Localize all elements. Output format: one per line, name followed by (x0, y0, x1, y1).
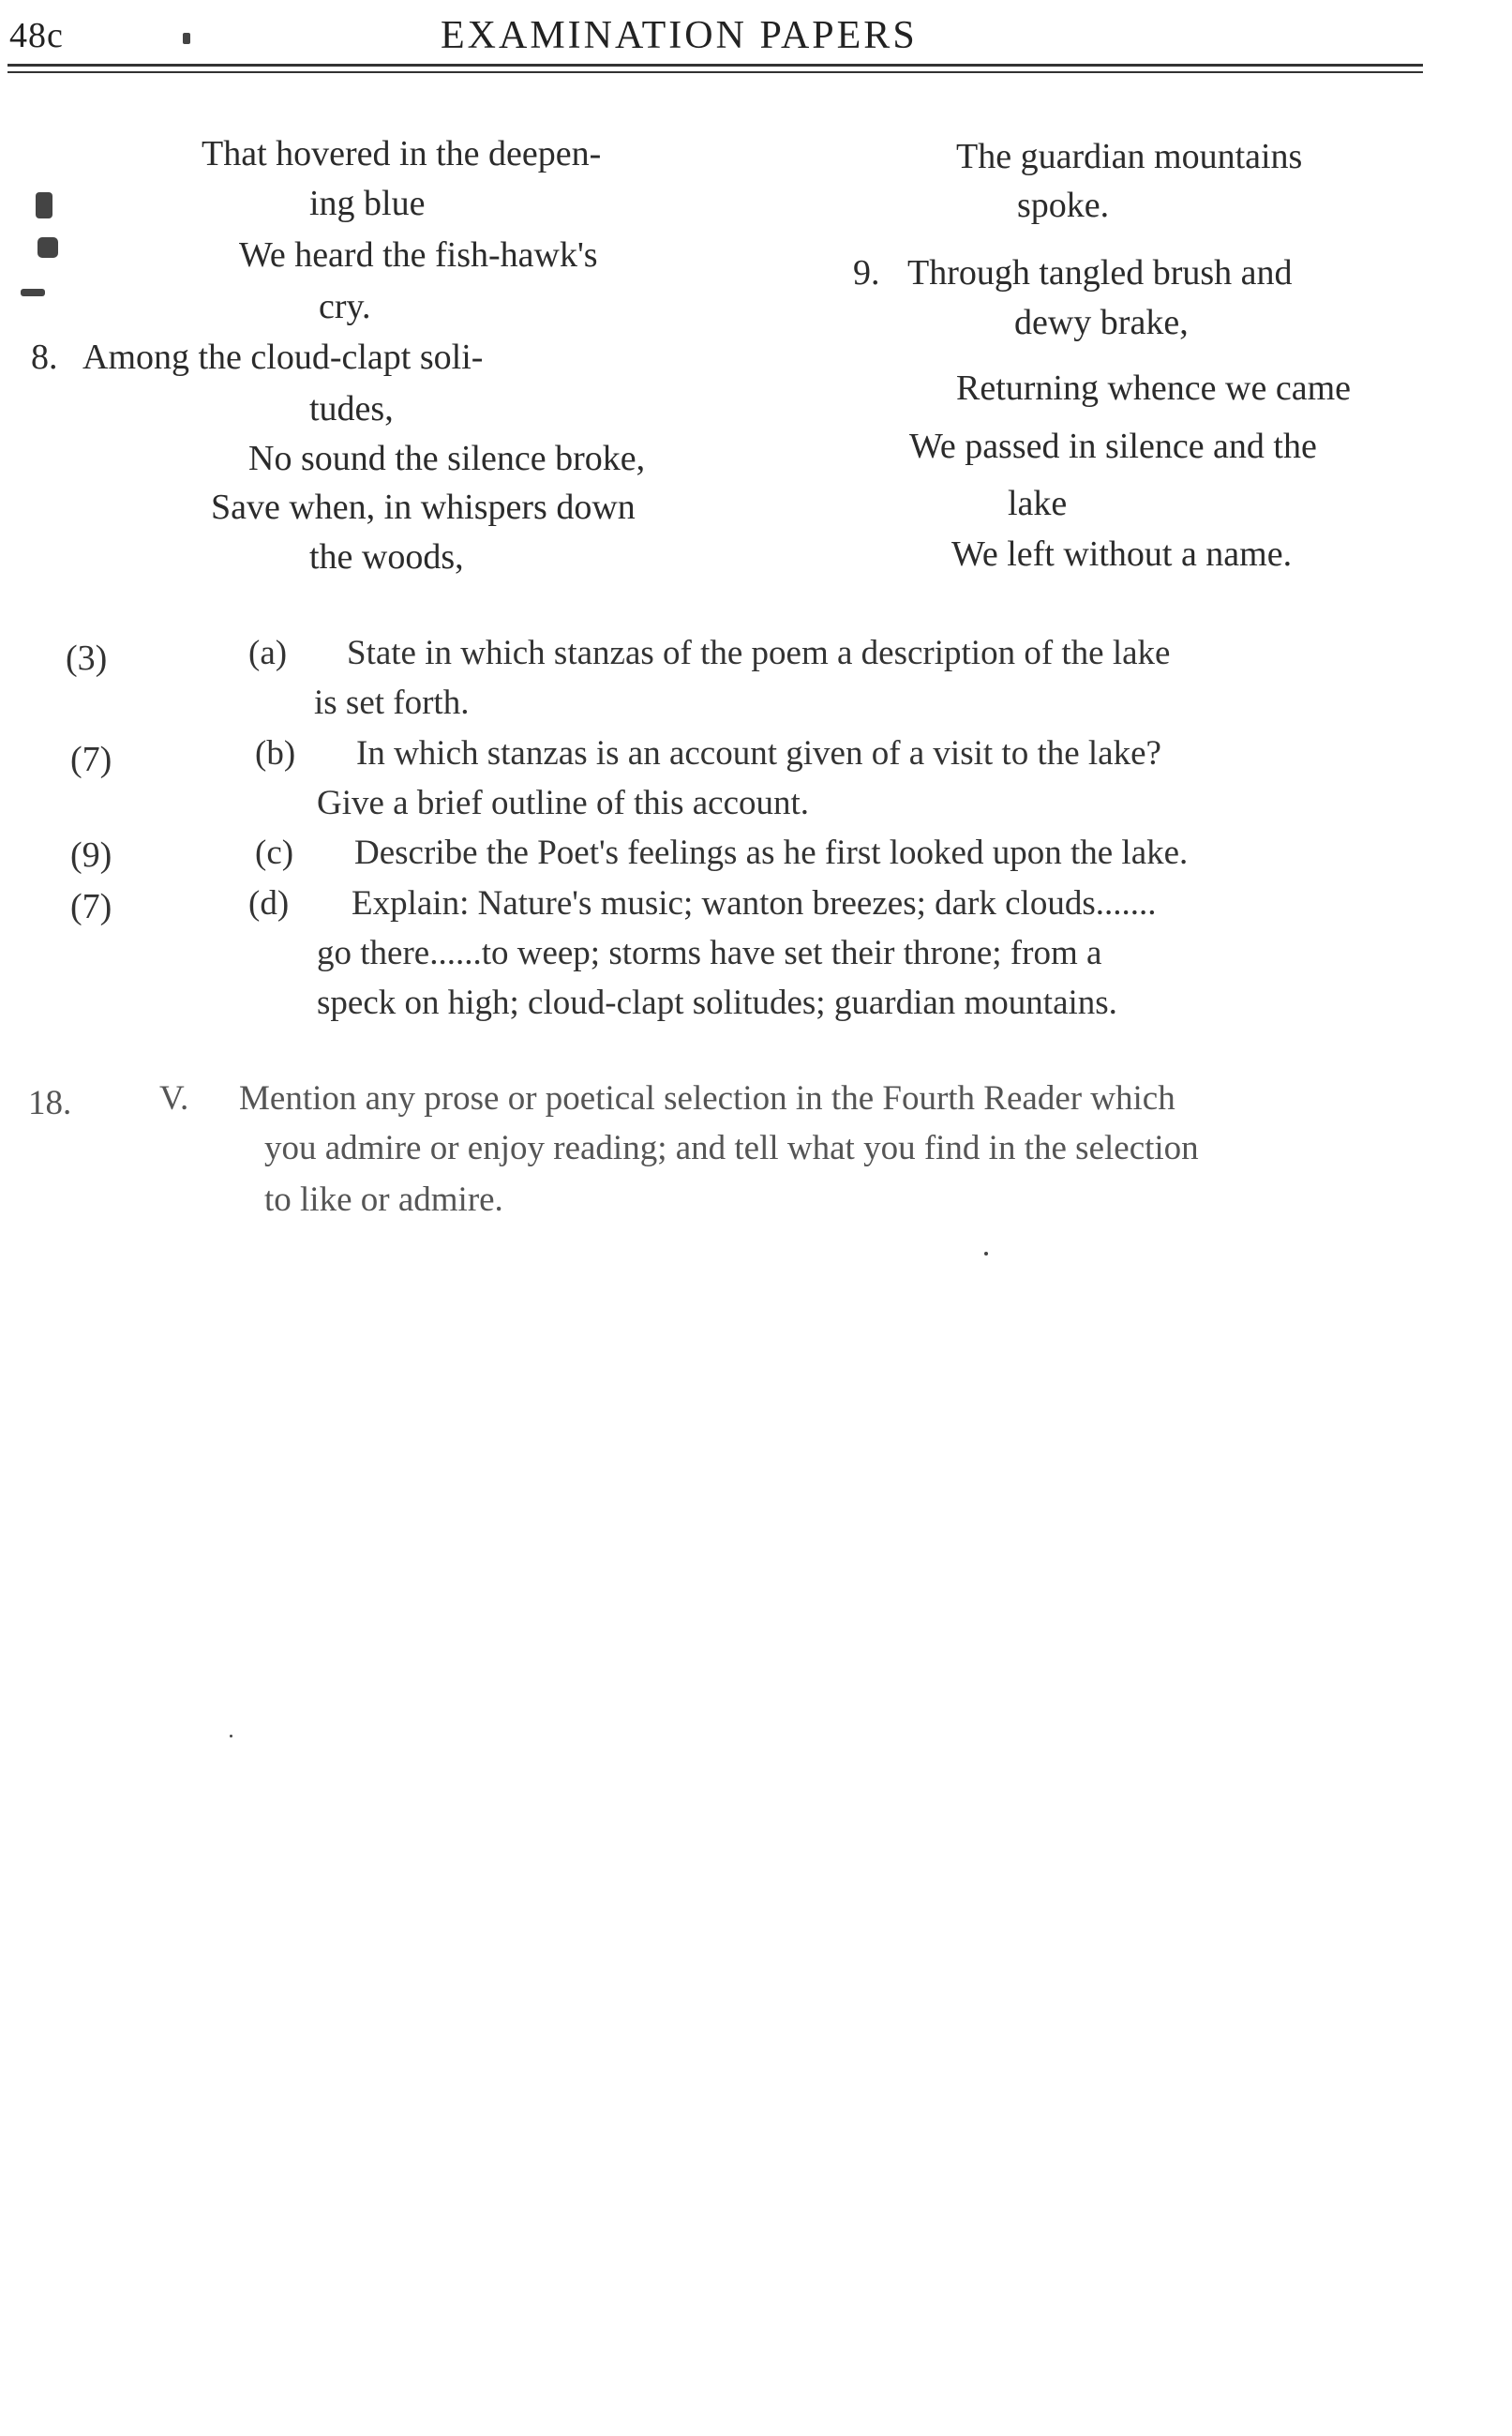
question-text: go there......to weep; storms have set their throne; from a (317, 934, 1102, 972)
question-text: to like or admire. (264, 1180, 503, 1219)
header-rule-thin (7, 71, 1423, 73)
question-text: Mention any prose or poetical selection in the Fourth Reader which (239, 1079, 1175, 1118)
poem-line: That hovered in the deepen- (202, 134, 602, 173)
poem-line: Among the cloud-clapt soli- (82, 338, 484, 377)
scan-speck (230, 1735, 232, 1737)
page-number: 48c (9, 16, 64, 55)
poem-line: The guardian mountains (956, 137, 1303, 176)
scan-smudge (37, 237, 58, 258)
page-header (0, 0, 1512, 75)
question-text: State in which stanzas of the poem a description of the lake (347, 634, 1171, 672)
question-label: (a) (248, 634, 288, 672)
question-text: speck on high; cloud-clapt solitudes; guardian mountains. (317, 984, 1117, 1022)
question-text: is set forth. (314, 684, 470, 722)
question-marks: 18. (28, 1084, 72, 1122)
question-label: (d) (248, 884, 290, 923)
question-label: (c) (255, 834, 294, 872)
section-label: V. (159, 1079, 189, 1118)
poem-line: No sound the silence broke, (248, 439, 646, 478)
poem-line: ing blue (309, 184, 426, 223)
marks-value: (9) (70, 835, 112, 875)
poem-line: We left without a name. (951, 534, 1293, 574)
poem-line: the woods, (309, 537, 464, 577)
marks-value: (3) (66, 639, 108, 678)
scan-speck (183, 33, 190, 44)
marks-value: (7) (70, 740, 112, 779)
scan-speck (984, 1252, 988, 1256)
poem-line: cry. (319, 287, 371, 326)
poem-line: Through tangled brush and (907, 253, 1293, 293)
scan-smudge (36, 192, 52, 218)
poem-line: lake (1008, 484, 1068, 523)
question-text: Give a brief outline of this account. (317, 784, 810, 822)
question-text: you admire or enjoy reading; and tell what you find in the selection (264, 1129, 1199, 1167)
stanza-number: 9. (853, 253, 880, 293)
poem-line: Returning whence we came (956, 368, 1351, 408)
scan-smudge (21, 289, 45, 296)
stanza-number: 8. (31, 338, 58, 377)
poem-line: tudes, (309, 389, 394, 429)
question-text: Describe the Poet's feelings as he first looked upon the lake. (354, 834, 1189, 872)
poem-line: spoke. (1017, 186, 1110, 225)
poem-line: dewy brake, (1014, 303, 1189, 342)
question-text: Explain: Nature's music; wanton breezes; dark clouds....... (352, 884, 1157, 923)
question-text: In which stanzas is an account given of a visit to the lake? (356, 734, 1161, 773)
running-title: EXAMINATION PAPERS (441, 14, 918, 57)
question-label: (b) (255, 734, 296, 773)
poem-line: We passed in silence and the (909, 427, 1317, 466)
marks-value: (7) (70, 887, 112, 926)
poem-line: We heard the fish-hawk's (239, 235, 598, 275)
header-rule-thick (7, 64, 1423, 67)
poem-line: Save when, in whispers down (211, 488, 636, 527)
